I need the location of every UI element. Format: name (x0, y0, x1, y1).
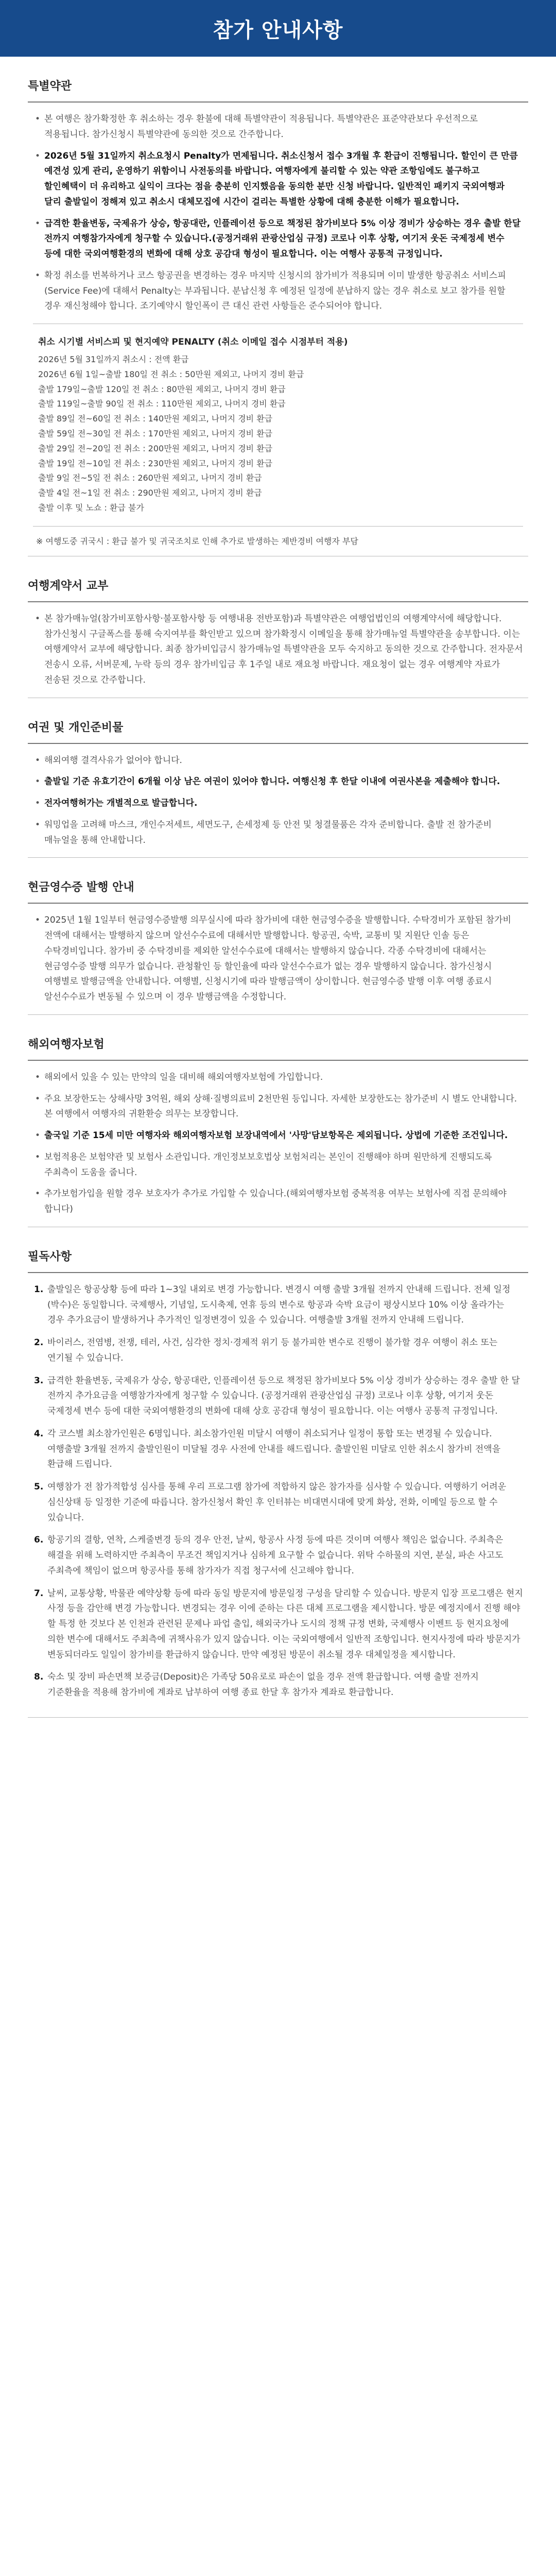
list-item: 1. 출발일은 항공상황 등에 따라 1~3일 내외로 변경 가능합니다. 변경시 여행 출발 3개월 전까지 안내해 드립니다. 전체 일정(박수)은 동일합니다. 국제행사, 기념일, 도시축제, 연휴 등의 변수로 항공과 숙박 요금이 평상시보다 10% 이상 올라가는 경우 추가요금이 발생하거나 추가적인 일정변경이 있을 수 있습니다. 여행출발 3개월 전까지 안내해 드립니다. (34, 1284, 511, 1326)
contract-box (28, 601, 528, 698)
penalty-row: 출발 이후 및 노쇼 : 환급 불가 (38, 502, 144, 513)
list-item: 8. 숙소 및 장비 파손면책 보증금(Deposit)은 가족당 50유로로 파손이 없을 경우 전액 환급합니다. 여행 출발 전까지 기준환율을 적용해 참가비에 계좌로 납부하여 여행 종료 한달 후 참가자 계좌로 환급합니다. (34, 1672, 479, 1698)
section-title-receipt: 현금영수증 발행 안내 (28, 881, 134, 894)
section-title-special-terms: 특별약관 (28, 80, 72, 93)
penalty-row: 출발 89일 전~60일 전 취소 : 140만원 제외고, 나머지 경비 환급 (38, 414, 273, 424)
insurance-box (28, 1060, 528, 1227)
passport-box (28, 743, 528, 858)
list-item: • 해외에서 있을 수 있는 만약의 일을 대비해 해외여행자보험에 가입합니다. (33, 1070, 523, 1086)
list-item: • 확정 취소를 번복하거나 코스 항공권을 변경하는 경우 마지막 신청시의 참가비가 적용되며 이미 발생한 항공취소 서비스피(Service Fee)에 대해서 Penalty는 부과됩니다. 분납신청 후 예정된 일정에 분납하지 않는 경우 취소로 보고 참가를 원할 경우 재신청해야 합니다. 조기예약시 할인폭이 큰 대신 관련 사항들은 준수되어야 합니다. (33, 268, 523, 314)
passport-list (33, 753, 523, 849)
penalty-row: 출발 29일 전~20일 전 취소 : 200만원 제외고, 나머지 경비 환급 (38, 443, 273, 453)
special-terms-box (28, 101, 528, 556)
list-item: • 출국일 기준 15세 미만 여행자와 해외여행자보험 보장내역에서 '사망'담보항목은 제외됩니다. 상법에 기준한 조건입니다. (33, 1128, 523, 1144)
receipt-box (28, 903, 528, 1015)
penalty-row: 출발 4일 전~1일 전 취소 : 290만원 제외고, 나머지 경비 환급 (38, 488, 262, 498)
penalty-row: 출발 59일 전~30일 전 취소 : 170만원 제외고, 나머지 경비 환급 (38, 428, 273, 438)
penalty-row: 출발 9일 전~5일 전 취소 : 260만원 제외고, 나머지 경비 환급 (38, 473, 262, 483)
list-item: 6. 항공기의 결항, 연착, 스케줄변경 등의 경우 안전, 날씨, 항공사 사정 등에 따른 것이며 여행사 책임은 없습니다. 주최측은 해결을 위해 노력하지만 주최측이 무조건 책임지거나 심하게 요구할 수 없습니다. 위탁 수하물의 지연, 분실, 파손 사고도 주최측에 책임이 없으며 항공사를 통해 참가자가 직접 청구서에 신고해야 합니다. (34, 1535, 503, 1576)
list-item: 7. 날씨, 교통상황, 박물관 예약상황 등에 따라 동일 방문지에 방문일정 구성을 달리할 수 있습니다. 방문지 입장 프로그램은 현지 사정 등을 감안해 변경 가능합니다. 변경되는 경우 이에 준하는 다른 대체 프로그램을 제시합니다. 방문 예정지에서 진행 해야 할 특정 한 것보다 본 인천과 관련된 문제나 파업 출입, 해외국가나 도시의 정책 규정 변화, 국제행사 이벤트 등 현지요청에 의한 변수에 대해서도 주최측에 귀책사유가 있지 않습니다. 이는 국외여행에서 일반적 조항입니다. 현지사정에 따라 방문지가 변동되더라도 일일이 참가비를 환급하지 않습니다. 만약 예정된 방문이 취소될 경우 대체일정을 제시합니다. (34, 1588, 523, 1660)
penalty-row: 출발 119일~출발 90일 전 취소 : 110만원 제외고, 나머지 경비 환급 (38, 399, 286, 409)
penalty-row: 출발 179일~출발 120일 전 취소 : 80만원 제외고, 나머지 경비 환급 (38, 384, 286, 394)
section-title-passport: 여권 및 개인준비물 (28, 721, 124, 734)
page-title: 참가 안내사항 (213, 18, 343, 42)
receipt-list (33, 913, 523, 1005)
penalty-row: 2026년 5월 31일까지 취소시 : 전액 환급 (38, 354, 189, 364)
penalty-row: 출발 19일 전~10일 전 취소 : 230만원 제외고, 나머지 경비 환급 (38, 458, 273, 468)
penalty-table (33, 324, 523, 527)
list-item: • 보험적용은 보험약관 및 보험사 소관입니다. 개인정보보호법상 보험처리는 본인이 진행해야 하며 원만하게 진행되도록 주최측이 도움을 줍니다. (33, 1150, 523, 1181)
list-item: • 전자여행허가는 개별적으로 발급합니다. (33, 796, 523, 811)
special-terms-list (33, 112, 523, 314)
section-title-insurance: 해외여행자보험 (28, 1038, 105, 1051)
list-item: • 주요 보장한도는 상해사망 3억원, 해외 상해·질병의료비 2천만원 등입니다. 자세한 보장한도는 참가준비 시 별도 안내합니다. 본 여행에서 여행자의 귀환환승 의무는 보장합니다. (33, 1092, 523, 1123)
list-item: • 해외여행 결격사유가 없어야 합니다. (33, 753, 523, 769)
list-item: • 본 참가매뉴얼(참가비포함사항·불포함사항 등 여행내용 전반포함)과 특별약관은 여행업법인의 여행계약서에 해당합니다. 참가신청시 구글폭스를 통해 숙지여부를 확인받고 있으며 참가확정시 이메일을 통해 참가매뉴얼 특별약관을 송부합니다. 이는 여행계약서 교부에 해당합니다. 최종 참가비입금시 참가매뉴얼 특별약관을 모두 숙지하고 동의한 것으로 간주합니다. 전자문서 전송시 오류, 서버문제, 누락 등의 경우 참가비입금 후 1주일 내로 재요청 바랍니다. 재요청이 없는 경우 여행계약 자료가 전송된 것으로 간주합니다. (33, 612, 523, 688)
contract-list (33, 612, 523, 688)
list-item: 4. 각 코스별 최소참가인원은 6명입니다. 최소참가인원 미달시 여행이 취소되거나 일정이 통합 또는 변경될 수 있습니다. 여행출발 3개월 전까지 출발인원이 미달될 경우 사전에 안내를 해드립니다. 출발인원 미달로 인한 취소시 참가비 전액을 환급해 드립니다. (34, 1428, 501, 1470)
list-item: • 워밍업을 고려해 마스크, 개인수저세트, 세면도구, 손세정제 등 안전 및 청결물품은 각자 준비합니다. 출발 전 참가준비 매뉴얼을 통해 안내합니다. (33, 818, 523, 849)
content (0, 57, 556, 1749)
notice-list (33, 1282, 523, 1701)
list-item: • 추가보험가입을 원할 경우 보호자가 추가로 가입할 수 있습니다.(해외여행자보험 중복적용 여부는 보험사에 직접 문의해야 합니다) (33, 1187, 523, 1217)
section-title-contract: 여행계약서 교부 (28, 579, 109, 592)
list-item: • 본 여행은 참가확정한 후 취소하는 경우 환불에 대해 특별약관이 적용됩니다. 특별약관은 표준약관보다 우선적으로 적용됩니다. 참가신청시 특별약관에 동의한 것으로 간주합니다. (33, 112, 523, 143)
section-title-notice: 필독사항 (28, 1250, 72, 1263)
notice-box (28, 1272, 528, 1718)
penalty-row: 2026년 6월 1일~출발 180일 전 취소 : 50만원 제외고, 나머지 경비 환급 (38, 369, 304, 379)
page-banner (0, 0, 556, 57)
penalty-title: 취소 시기별 서비스피 및 현지예약 PENALTY (취소 이메일 접수 시점부터 적용) (38, 337, 348, 347)
list-item: • 2025년 1월 1일부터 현금영수증발행 의무실시에 따라 참가비에 대한 현금영수증을 발행합니다. 수탁경비가 포함된 참가비 전액에 대해서는 발행하지 않으며 알선수수료에 대해서만 발행합니다. 항공권, 숙박, 교통비 및 지원단 인솔 등은 수탁경비입니다. 참가비 중 수탁경비를 제외한 알선수수료에 대해서는 발행하지 않습니다. 각종 수탁경비에 대해서는 현금영수증 발행 의무가 없습니다. 관청활인 등 할인율에 따라 알선수수료가 없는 경우 발행하지 않습니다. 참가신청시 여행별로 발행금액을 안내합니다. 여행별, 신청시기에 따라 발행금액이 상이합니다. 현금영수증 발행 이후 여행 종료시 알선수수료가 변동될 수 있으며 이 경우 발행금액을 수정합니다. (33, 913, 523, 1005)
penalty-note: ※ 여행도중 귀국시 : 환급 불가 및 귀국조치로 인해 추가로 발생하는 제반경비 여행자 부담 (36, 536, 358, 546)
list-item: • 출발일 기준 유효기간이 6개월 이상 남은 여권이 있어야 합니다. 여행신청 후 한달 이내에 여권사본을 제출해야 합니다. (33, 774, 523, 790)
list-item: 3. 급격한 환율변동, 국제유가 상승, 항공대란, 인플레이션 등으로 책정된 참가비보다 5% 이상 경비가 상승하는 경우 출발 한 달 전까지 추가요금을 여행참가자에게 청구할 수 있습니다. (공정거래위 관광산업심 규정) 코로나 이후 상황, 여기저 웃돈 국제정세 변수 등에 대한 국외여행환경의 변화에 대해 상호 공감대 형성이 필요합니다. 이는 여행사 공통적 규정입니다. (34, 1375, 520, 1417)
insurance-list (33, 1070, 523, 1217)
list-item: 5. 여행참가 전 참가적합성 심사를 통해 우리 프로그램 참가에 적합하지 않은 참가자를 심사할 수 있습니다. 여행하기 어려운 심신상태 등 일정한 기준에 따릅니다. 참가신청서 확인 후 인터뷰는 비대면시대에 맞게 화상, 전화, 이메일 등으로 할 수 있습니다. (34, 1482, 507, 1523)
list-item: • 2026년 5월 31일까지 취소요청시 Penalty가 면제됩니다. 취소신청서 접수 3개월 후 환급이 진행됩니다. 할인이 큰 만큼 예견성 있게 관리, 운영하기 위함이니 사전동의를 바랍니다. 여행자에게 불리할 수 있는 약관 조항임에도 불구하고 할인혜택이 더 유리하고 실익이 크다는 점을 충분히 인지했음을 동의한 분만 신청 바랍니다. 일반적인 패키지 국외여행과 달리 출발일이 정해져 있고 취소시 대체모집에 시간이 걸리는 특별한 상황에 대해 충분한 이해가 필요합니다. (33, 149, 523, 210)
list-item: 2. 바이러스, 전염병, 전쟁, 테러, 사건, 심각한 정치·경제적 위기 등 불가피한 변수로 진행이 불가할 경우 여행이 취소 또는 연기될 수 있습니다. (34, 1337, 498, 1363)
list-item: • 급격한 환율변동, 국제유가 상승, 항공대란, 인플레이션 등으로 책정된 참가비보다 5% 이상 경비가 상승하는 경우 출발 한달 전까지 여행참가자에게 청구할 수 있습니다.(공정거래위 관광산업심 규정) 코로나 이후 상황, 여기저 웃돈 국제정세 변수 등에 대한 국외여행환경의 변화에 대해 상호 공감대 형성이 필요합니다. 이는 여행사 공통적 규정입니다. (33, 216, 523, 262)
